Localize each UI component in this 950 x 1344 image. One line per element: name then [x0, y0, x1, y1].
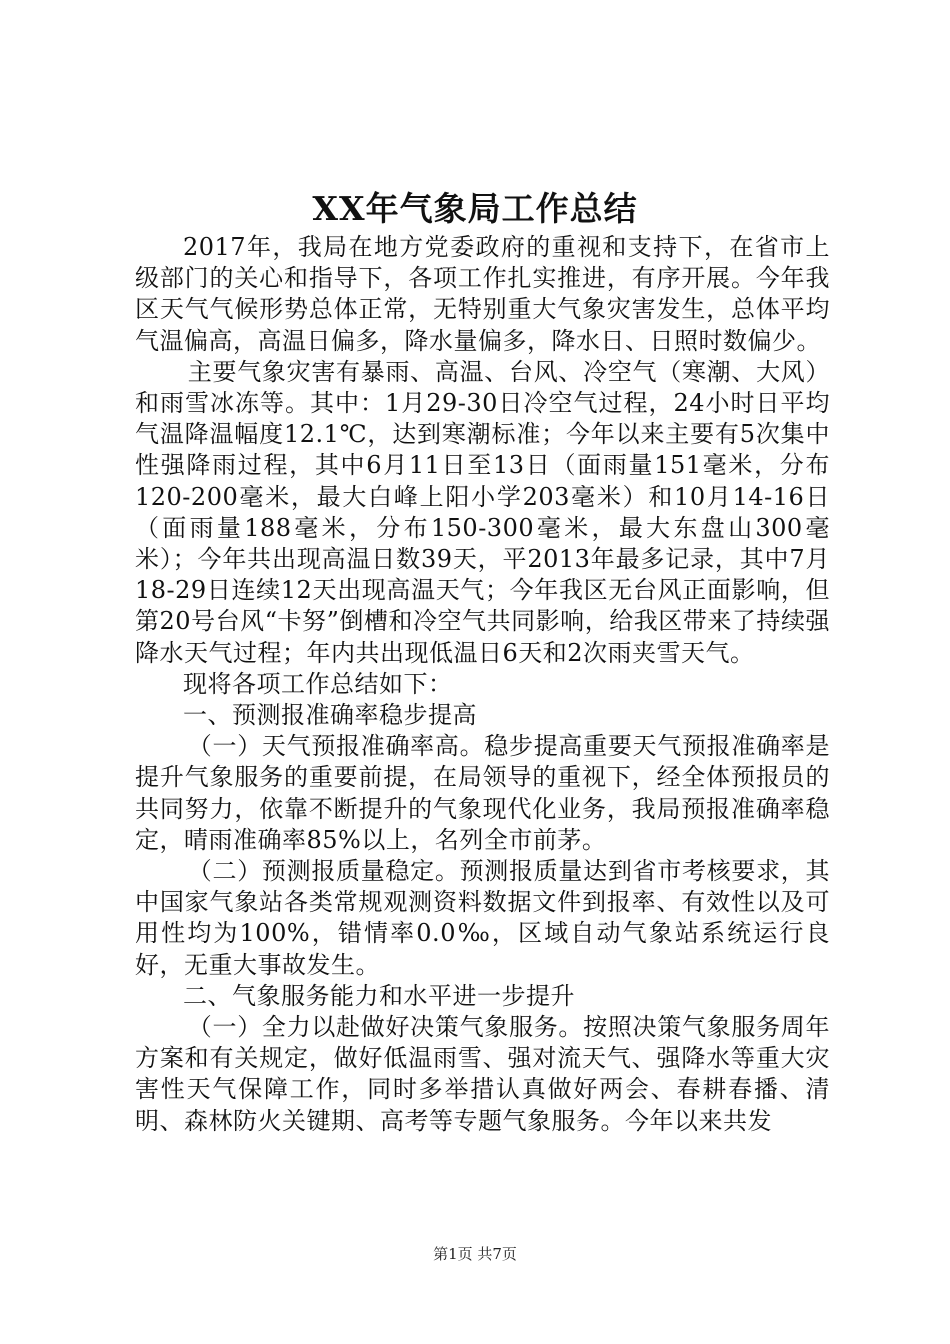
section-heading-forecast: 一、预测报准确率稳步提高: [183, 701, 477, 730]
document-title: XX年气象局工作总结: [312, 189, 638, 228]
paragraph-forecast-accuracy: （一）天气预报准确率高。稳步提高重要天气预报准确率是提升气象服务的重要前提，在局领导的重视下，经全体预报员的共同努力，依靠不断提升的气象现代化业务，我局预报准确率稳定，晴雨准确率85%以上，名列全市前茅。: [135, 732, 830, 854]
page-footer: 第1页 共7页: [433, 1245, 517, 1263]
paragraph-intro: 2017年，我局在地方党委政府的重视和支持下，在省市上级部门的关心和指导下，各项工作扎实推进，有序开展。今年我区天气气候形势总体正常，无特别重大气象灾害发生，总体平均气温偏高，高温日偏多，降水量偏多，降水日、日照时数偏少。: [135, 233, 830, 355]
paragraph-summary-lead: 现将各项工作总结如下：: [183, 669, 453, 698]
paragraph-disasters: 主要气象灾害有暴雨、高温、台风、冷空气（寒潮、大风）和雨雪冰冻等。其中：1月29-30日冷空气过程，24小时日平均气温降温幅度12.1℃，达到寒潮标准；今年以来主要有5次集中性强降雨过程，其中6月11日至13日（面雨量151毫米，分布120-200毫米，最大白峰上阳小学203毫米）和10月14-16日（面雨量188毫米，分布150-300毫米，最大东盘山300毫米）；今年共出现高温日数39天，平2013年最多记录，其中7月18-29日连续12天出现高温天气；今年我区无台风正面影响，但第20号台风“卡努”倒槽和冷空气共同影响，给我区带来了持续强降水天气过程；年内共出现低温日6天和2次雨夹雪天气。: [135, 357, 830, 667]
section-heading-service: 二、气象服务能力和水平进一步提升: [183, 981, 575, 1010]
document-body: [135, 232, 830, 1137]
paragraph-forecast-quality: （二）预测报质量稳定。预测报质量达到省市考核要求，其中国家气象站各类常规观测资料数据文件到报率、有效性以及可用性均为100%，错情率0.0‰，区域自动气象站系统运行良好，无重大事故发生。: [135, 857, 830, 979]
paragraph-decision-service: （一）全力以赴做好决策气象服务。按照决策气象服务周年方案和有关规定，做好低温雨雪、强对流天气、强降水等重大灾害性天气保障工作，同时多举措认真做好两会、春耕春播、清明、森林防火关键期、高考等专题气象服务。今年以来共发: [135, 1013, 830, 1135]
